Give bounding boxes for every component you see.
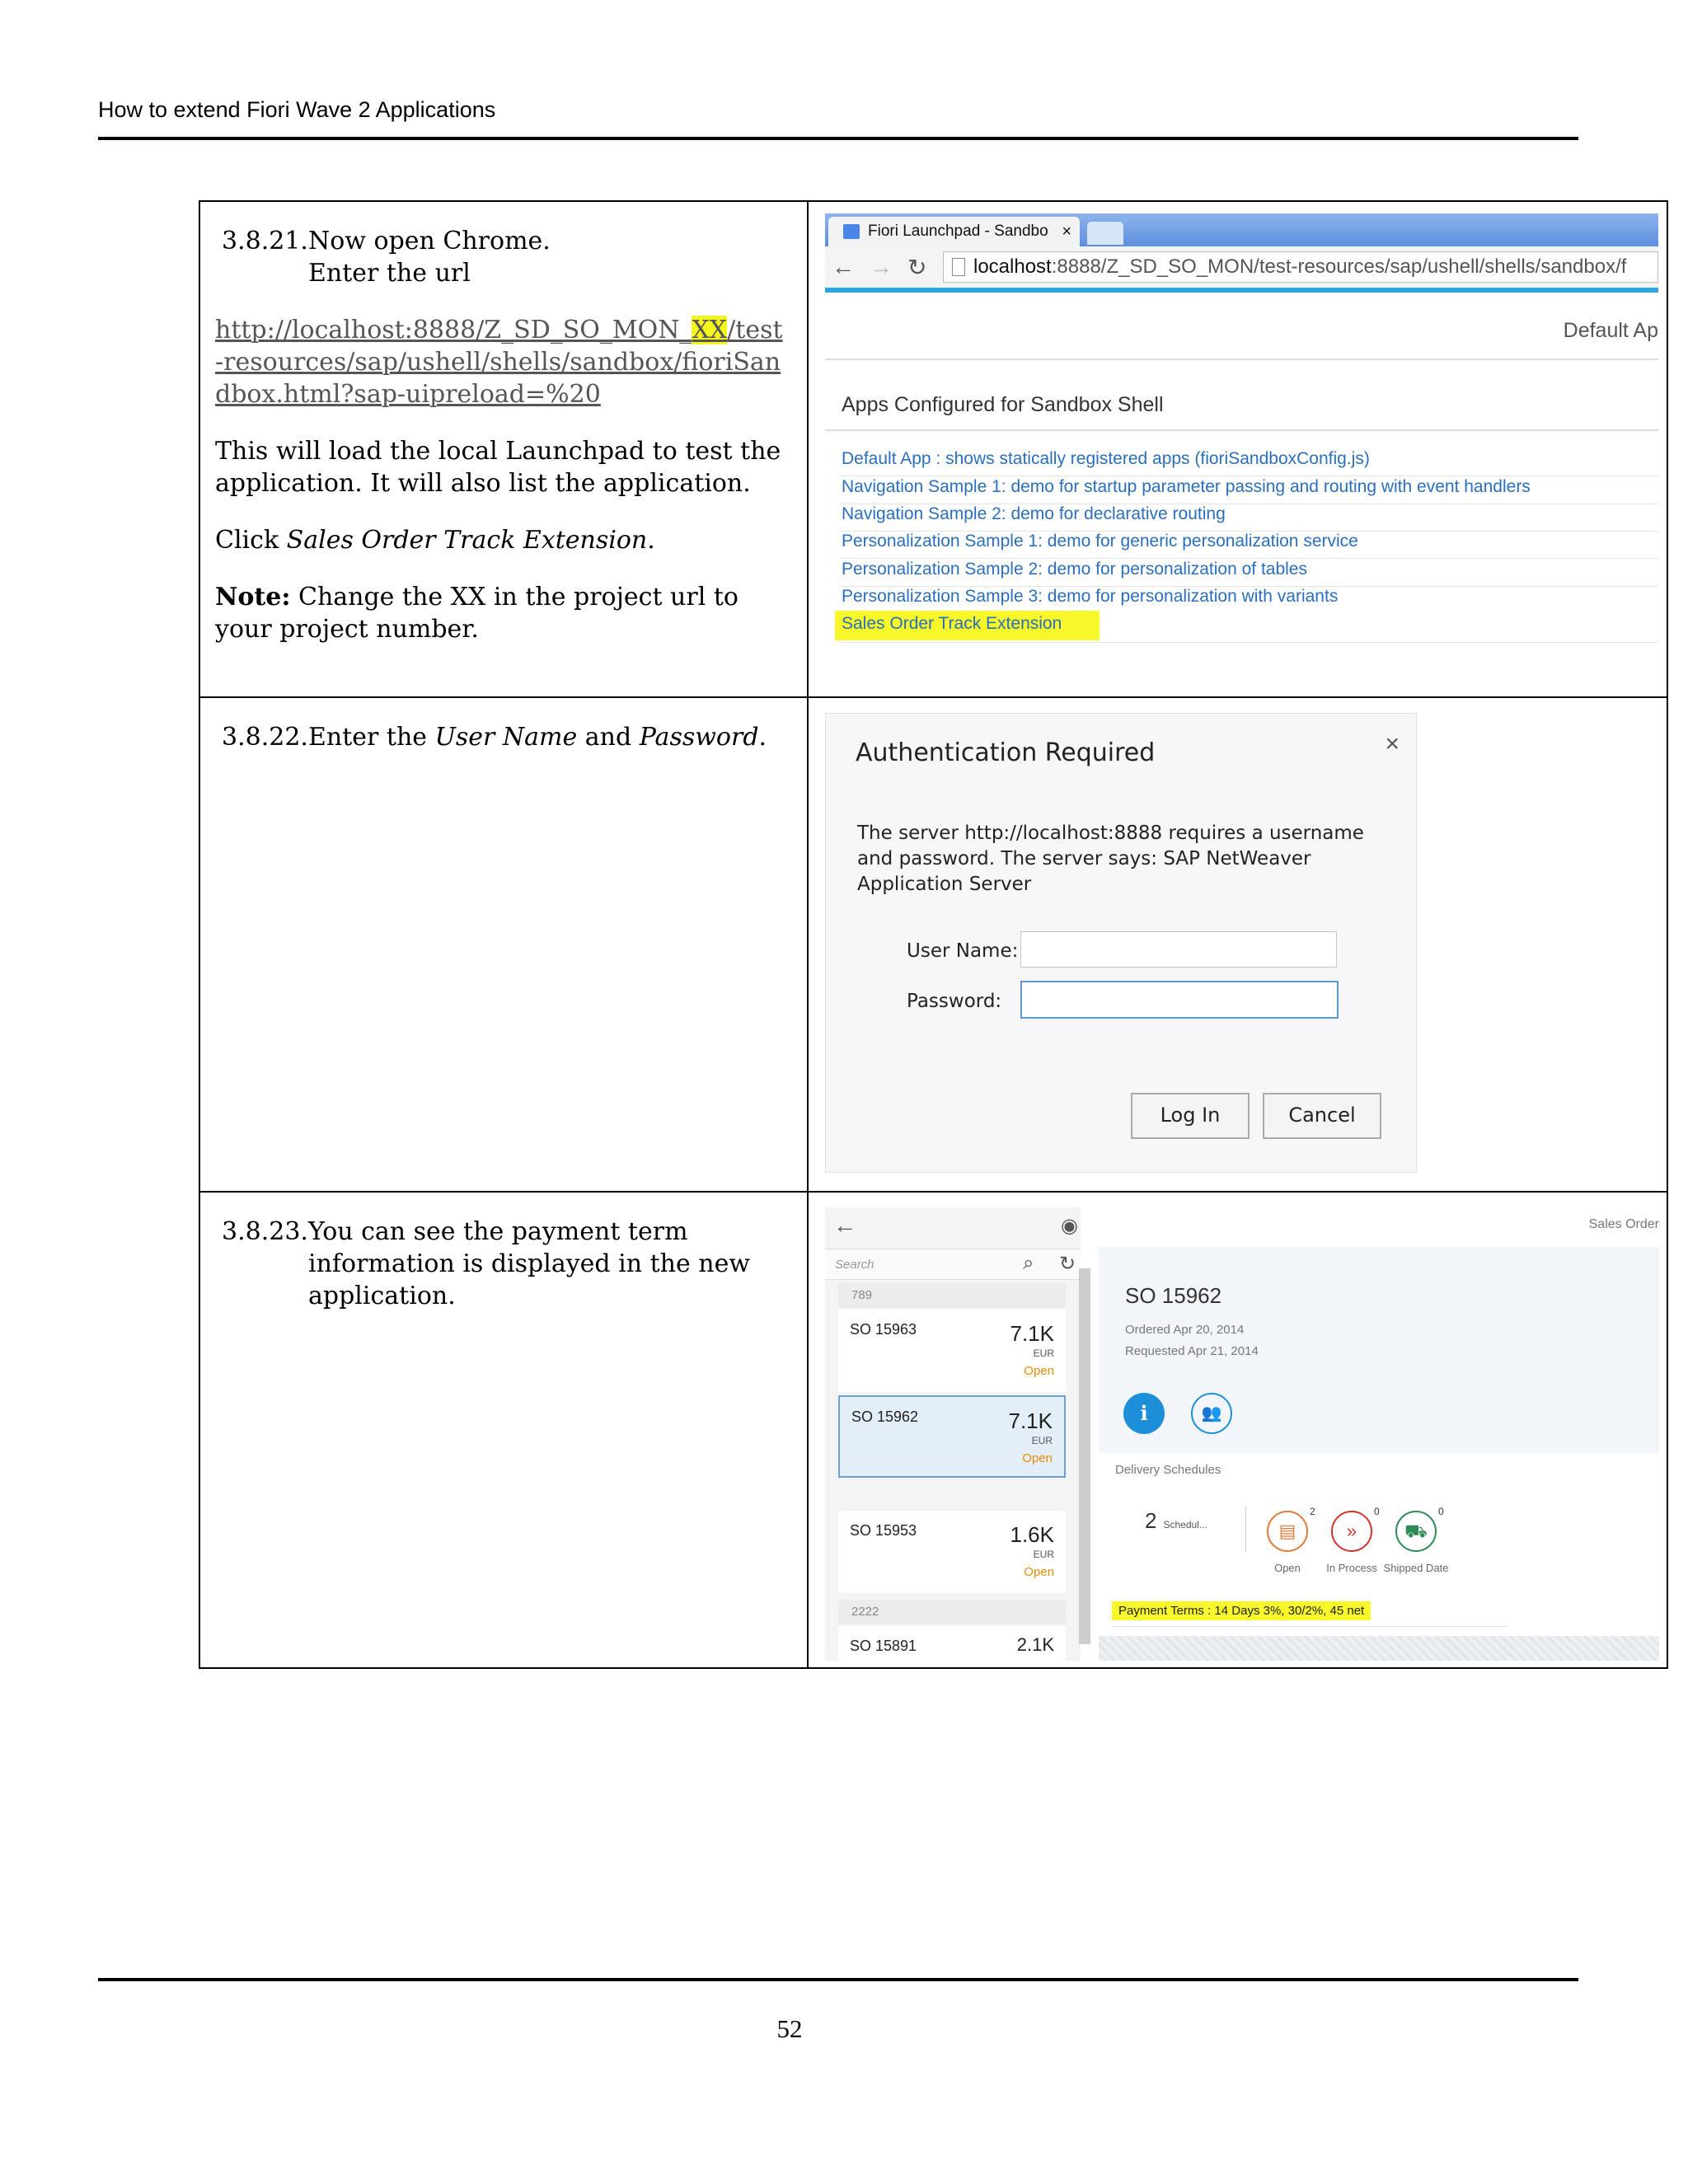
list-item[interactable]: SO 15891 2.1K xyxy=(838,1626,1066,1661)
requested-date: Requested Apr 21, 2014 xyxy=(1125,1344,1259,1358)
page-number: 52 xyxy=(776,2014,803,2043)
sales-order-track-extension-link[interactable]: Sales Order Track Extension xyxy=(835,611,1100,640)
username-label: User Name: xyxy=(907,940,1019,962)
address-bar xyxy=(825,246,1658,293)
click-instruction: Click Sales Order Track Extension. xyxy=(215,526,655,555)
refresh-icon[interactable]: ↻ xyxy=(1059,1253,1076,1275)
new-tab-button[interactable] xyxy=(1087,222,1123,245)
step-description: This will load the local Launchpad to test the application. It will also list the application. xyxy=(215,437,781,498)
step-text-cell xyxy=(199,697,808,1192)
group-header: 2222 xyxy=(838,1600,1066,1624)
step-number: 3.8.22. xyxy=(222,723,308,752)
info-icon[interactable]: i xyxy=(1123,1393,1165,1434)
in-process-label: In Process xyxy=(1326,1562,1377,1574)
ordered-date: Ordered Apr 20, 2014 xyxy=(1125,1323,1245,1337)
step-instruction: application. xyxy=(308,1282,456,1310)
table-row xyxy=(199,1192,1667,1668)
step-text-cell xyxy=(199,1192,808,1668)
apps-heading: Apps Configured for Sandbox Shell xyxy=(842,393,1164,416)
app-link[interactable]: Personalization Sample 1: demo for generic personalization service xyxy=(842,532,1358,551)
tab-strip xyxy=(825,213,1658,246)
screenshot-cell xyxy=(808,697,1667,1192)
master-list xyxy=(825,1207,1081,1661)
cancel-button[interactable]: Cancel xyxy=(1263,1093,1381,1139)
schedule-count: 2 Schedul... xyxy=(1145,1508,1207,1533)
username-field[interactable] xyxy=(1020,931,1337,968)
fiori-favicon-icon xyxy=(843,224,860,239)
list-item[interactable]: SO 15963 7.1K EUR Open xyxy=(838,1310,1066,1392)
back-icon[interactable]: ← xyxy=(833,1212,856,1238)
step-instruction: Now open Chrome. xyxy=(308,227,551,255)
list-item[interactable]: SO 15953 1.6K EUR Open xyxy=(838,1511,1066,1593)
auth-dialog xyxy=(825,713,1417,1173)
log-in-button[interactable]: Log In xyxy=(1131,1093,1250,1139)
reload-icon[interactable]: ↻ xyxy=(907,254,927,280)
step-instruction: information is displayed in the new xyxy=(308,1249,751,1278)
running-header: How to extend Fiori Wave 2 Applications xyxy=(98,97,496,122)
project-placeholder-highlight: XX xyxy=(692,316,728,344)
in-process-count: 0 xyxy=(1374,1506,1380,1517)
table-row xyxy=(199,201,1667,697)
dialog-message: The server http://localhost:8888 requires a username and password. The server says: SAP NetWeaver Application Server xyxy=(857,823,1364,895)
user-icon[interactable]: ◉ xyxy=(1061,1215,1078,1237)
app-link[interactable]: Navigation Sample 2: demo for declarative routing xyxy=(842,504,1226,523)
contacts-icon[interactable]: 👥 xyxy=(1191,1393,1232,1434)
note: Note: Change the XX in the project url to your project number. xyxy=(215,583,738,644)
footer-rule xyxy=(98,1978,1578,1981)
divider xyxy=(825,359,1658,360)
divider xyxy=(1245,1506,1246,1552)
app-link[interactable]: Personalization Sample 3: demo for personalization with variants xyxy=(842,587,1339,606)
default-app-title: Default Ap xyxy=(1563,319,1658,342)
back-icon[interactable]: ← xyxy=(832,254,855,279)
step-instruction: You can see the payment term xyxy=(308,1217,688,1246)
table-row xyxy=(199,697,1667,1192)
url-input[interactable]: localhost:8888/Z_SD_SO_MON/test-resources/sap/ushell/shells/sandbox/f xyxy=(943,251,1658,283)
order-title: SO 15962 xyxy=(1125,1283,1222,1308)
step-number: 3.8.21. xyxy=(222,227,308,255)
divider xyxy=(840,642,1658,643)
header-rule xyxy=(98,137,1578,140)
launchpad-url-link[interactable]: http://localhost:8888/Z_SD_SO_MON_XX/test-resources/sap/ushell/shells/sandbox/fioriSandbox.html?sap-uipreload=%20 xyxy=(215,316,783,409)
truck-icon[interactable]: ⛟ xyxy=(1395,1511,1437,1552)
app-link[interactable]: Navigation Sample 1: demo for startup parameter passing and routing with event handlers xyxy=(842,477,1531,496)
tab-close-icon[interactable]: × xyxy=(1062,223,1071,241)
dialog-title: Authentication Required xyxy=(856,738,1156,767)
steps-table xyxy=(199,200,1668,1669)
group-header: 789 xyxy=(838,1283,1066,1308)
detail-header-title: Sales Order xyxy=(1588,1217,1659,1231)
page-icon xyxy=(952,258,965,276)
password-label: Password: xyxy=(907,991,1002,1012)
app-link[interactable]: Personalization Sample 2: demo for personalization of tables xyxy=(842,560,1307,579)
open-label: Open xyxy=(1274,1562,1301,1574)
close-icon[interactable]: × xyxy=(1385,730,1400,757)
chrome-window xyxy=(825,213,1658,633)
list-item-selected[interactable]: SO 15962 7.1K EUR Open xyxy=(838,1395,1066,1478)
open-count: 2 xyxy=(1310,1506,1315,1517)
screenshot-cell xyxy=(808,201,1667,697)
browser-tab[interactable]: Fiori Launchpad - Sandbo × xyxy=(828,217,1080,246)
screenshot-cell xyxy=(808,1192,1667,1668)
search-icon[interactable]: ⌕ xyxy=(1023,1252,1034,1274)
in-process-icon[interactable]: » xyxy=(1331,1511,1372,1552)
app-link[interactable]: Default App : shows statically registered apps (fioriSandboxConfig.js) xyxy=(842,449,1370,468)
shipped-count: 0 xyxy=(1438,1506,1444,1517)
scrollbar[interactable] xyxy=(1079,1268,1090,1644)
payment-terms: Payment Terms : 14 Days 3%, 30/2%, 45 net xyxy=(1112,1601,1371,1620)
divider xyxy=(825,429,1658,431)
password-field[interactable] xyxy=(1020,981,1339,1019)
forward-icon[interactable]: → xyxy=(870,254,893,279)
step-instruction: Enter the User Name and Password. xyxy=(308,723,767,752)
footer-pattern xyxy=(1099,1636,1659,1661)
delivery-schedules-label: Delivery Schedules xyxy=(1115,1463,1221,1477)
step-text-cell xyxy=(199,201,808,697)
open-status-icon[interactable]: ▤ xyxy=(1267,1511,1308,1552)
detail-pane xyxy=(1099,1207,1659,1661)
step-number: 3.8.23. xyxy=(222,1217,308,1246)
divider xyxy=(1112,1626,1507,1627)
shipped-date-label: Shipped Date xyxy=(1383,1562,1449,1574)
step-instruction: Enter the url xyxy=(308,259,471,288)
divider xyxy=(840,558,1658,559)
search-input[interactable]: Search xyxy=(825,1249,1081,1280)
